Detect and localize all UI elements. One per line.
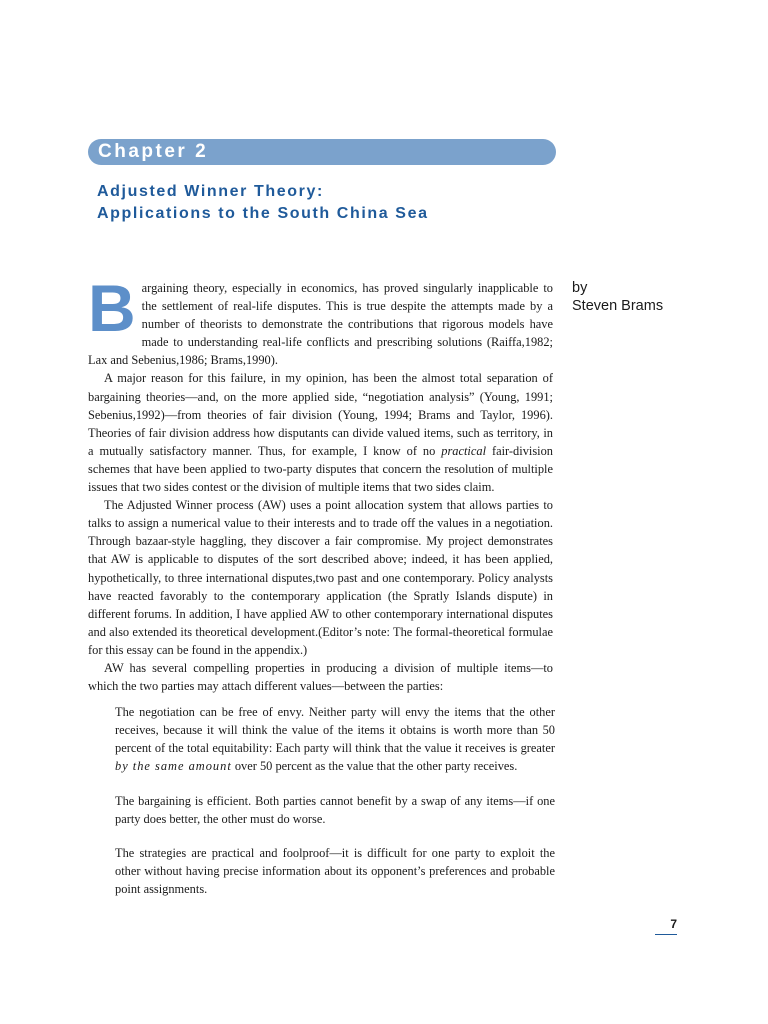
paragraph-4: AW has several compelling properties in producing a division of multiple items—to which the two parties may attach different values—between the parties: [88,660,553,694]
paragraph-1-text: argaining theory, especially in economics, has proved singularly inapplicable to the settlement of real-life disputes. This is true despite the attempts made by a number of theorists to demonstrate the contributions that rigorous models have made to understanding real-life conflicts and prescribing solutions (Raiffa,1982; Lax and Sebenius,1986; Brams,1990). [88,281,553,368]
paragraph-2-text-a: A major reason for this failure, in my opinion, has been the almost total separation of bargaining theories—and, on the more applied side, “negotiation analysis” (Young, 1991; Sebenius,1992)—from theories of fair division (Young, 1994; Brams and Taylor, 1996). Theories of fair division address how disputants can divide valued items, such as territory, in a mutually satisfactory manner. Thus, for example, I know of no [88,371,553,458]
paragraph-2-text-b: fair-division schemes that have been applied to two-party disputes that concern the resolution of multiple issues that two sides contest or the division of multiple items that two sides claim. [88,443,553,495]
property-envy-free-text-a: The negotiation can be free of envy. Neither party will envy the items that the other receives, because it will think the value of the items it obtains is worth more than 50 percent of the total equitability: Each party will think that the value it receives is greater [115,705,555,756]
author-byline [572,279,663,315]
author-name: Steven Brams [572,298,664,314]
page-number: 7 [655,917,677,935]
chapter-title-line-2: Applications to the South China Sea [97,205,429,222]
drop-cap: B [88,271,136,345]
paragraph-2 [88,369,553,496]
chapter-label: Chapter 2 [98,141,209,162]
chapter-title-line-1: Adjusted Winner Theory: [97,183,324,200]
chapter-title [97,181,557,225]
property-envy-free-emphasis: by the same amount [115,759,232,774]
property-envy-free [115,703,555,775]
paragraph-3: The Adjusted Winner process (AW) uses a point allocation system that allows parties to talks to assign a numerical value to their interests and to trade off the values in a negotiation. Through bazaar-style haggling, they discover a fair compromise. My project demonstrates that AW is applicable to disputes of the sort described above; indeed, it has been applied, hypothetically, to three international disputes,two past and one contemporary. Policy analysts have reacted favorably to the contemporary application (the Spratly Islands dispute) in different forums. In addition, I have applied AW to other contemporary international disputes and also extended its theoretical development.(Editor’s note: The formal-theoretical formulae for this essay can be found in the appendix.) [88,498,553,657]
author-by: by [572,280,588,296]
property-envy-free-text-b: over 50 percent as the value that the other party receives. [231,759,518,774]
paragraph-1 [88,271,553,369]
property-foolproof: The strategies are practical and foolproof—it is difficult for one party to exploit the other without having precise information about its opponent’s preferences and probable point assignments. [115,845,555,896]
article-body [88,271,555,898]
chapter-banner [88,139,556,165]
paragraph-2-emphasis: practical [441,443,487,458]
property-efficient: The bargaining is efficient. Both parties cannot benefit by a swap of any items—if one party does better, the other must do worse. [115,793,555,826]
